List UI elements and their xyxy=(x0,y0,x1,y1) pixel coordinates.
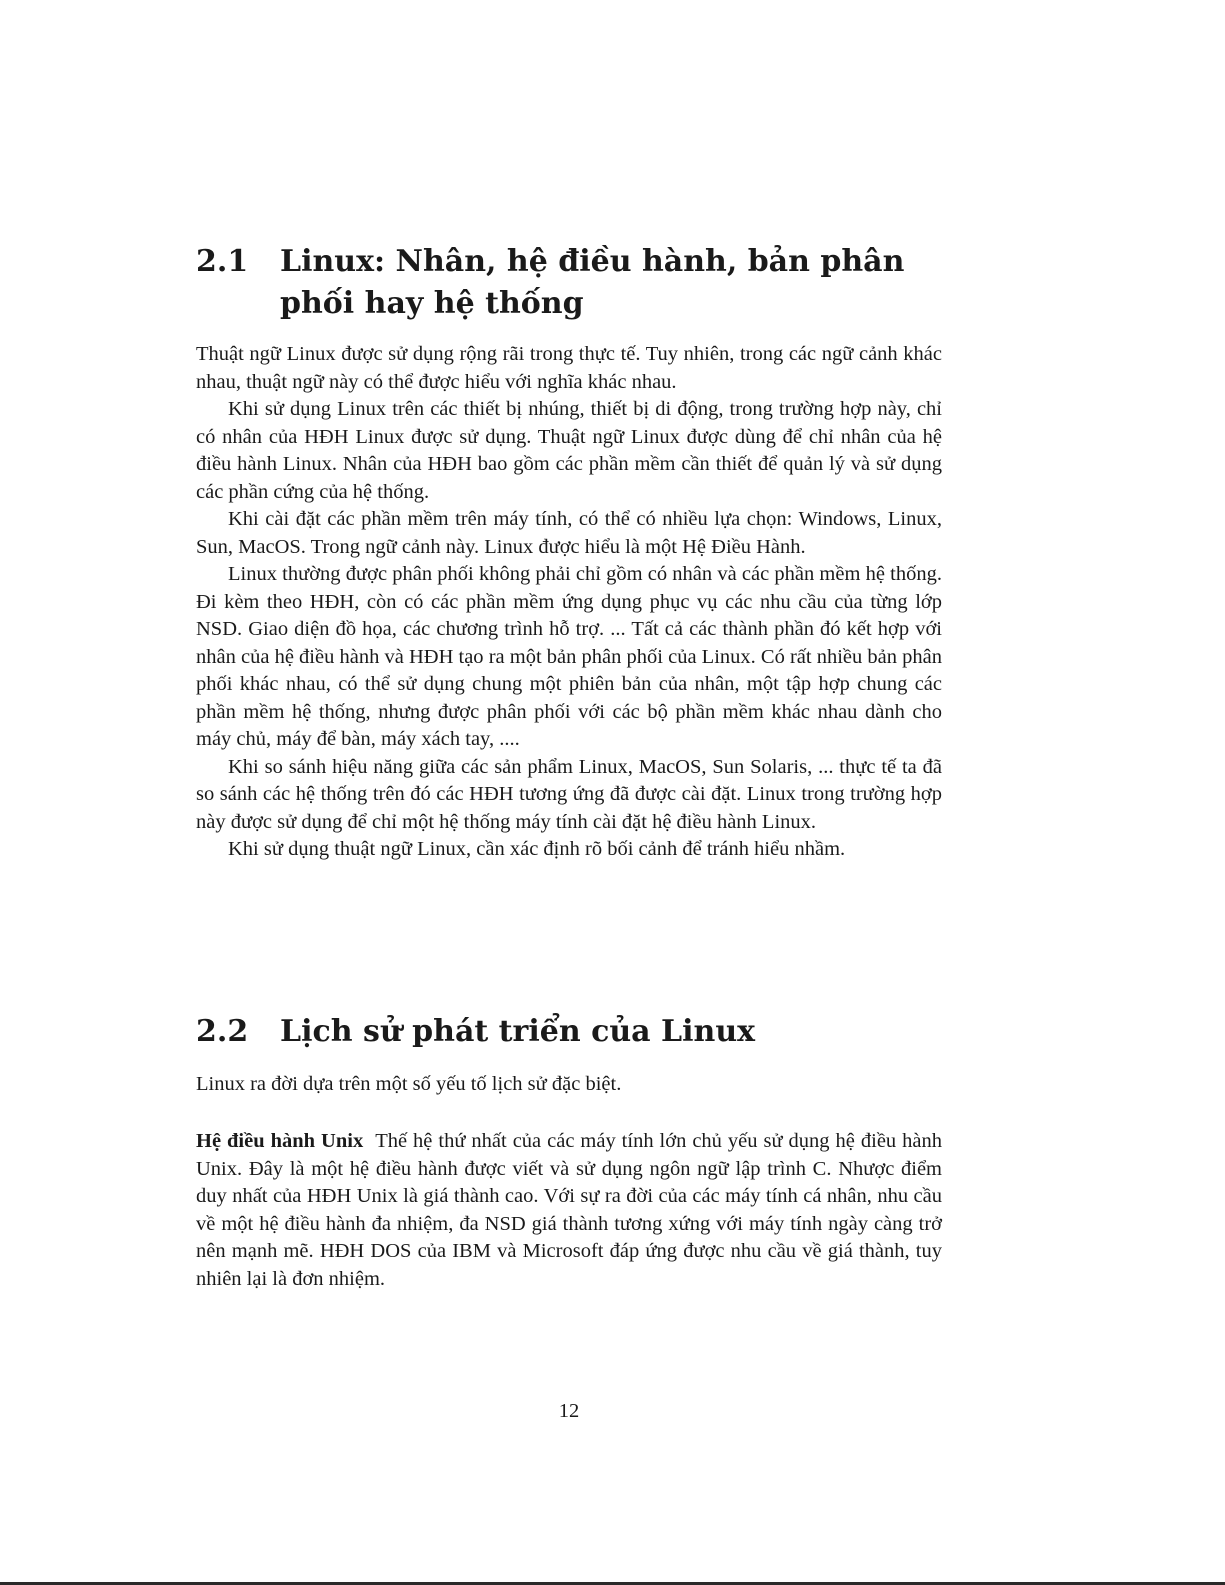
paragraph: Linux ra đời dựa trên một số yếu tố lịch sử đặc biệt. xyxy=(196,1073,622,1095)
unix-subsection xyxy=(196,1128,942,1293)
paragraph: Linux thường được phân phối không phải chỉ gồm có nhân và các phần mềm hệ thống. Đi kèm theo HĐH, còn có các phần mềm ứng dụng phục vụ các nhu cầu của từng lớp NSD. Giao diện đồ họa, các chương trình hỗ trợ. ... Tất cả các thành phần đó kết hợp với nhân của hệ điều hành và HĐH tạo ra một bản phân phối của Linux. Có rất nhiều bản phân phối khác nhau, có thể sử dụng chung một phiên bản của nhân, một tập hợp chung các phần mềm hệ thống, nhưng được phân phối với các bộ phần mềm khác nhau dành cho máy chủ, máy để bàn, máy xách tay, .... xyxy=(196,563,942,750)
document-page xyxy=(196,0,942,1585)
page-number: 12 xyxy=(558,1400,580,1422)
section-title: Linux: Nhân, hệ điều hành, bản phân phối hay hệ thống xyxy=(280,244,905,321)
section-number: 2.1 xyxy=(196,244,249,279)
run-in-text: Thế hệ thứ nhất của các máy tính lớn chủ yếu sử dụng hệ điều hành Unix. Đây là một hệ điều hành được viết và sử dụng ngôn ngữ lập trình C. Nhược điểm duy nhất của HĐH Unix là giá thành cao. Với sự ra đời của các máy tính cá nhân, nhu cầu về một hệ điều hành đa nhiệm, đa NSD giá thành tương xứng với máy tính ngày càng trở nên mạnh mẽ. HĐH DOS của IBM và Microsoft đáp ứng được nhu cầu về giá thành, tuy nhiên lại là đơn nhiệm. xyxy=(196,1130,942,1290)
section-title: Lịch sử phát triển của Linux xyxy=(280,1014,756,1049)
run-in-heading: Hệ điều hành Unix xyxy=(196,1130,364,1152)
section-2-2-intro xyxy=(196,1071,942,1099)
paragraph: Khi sử dụng thuật ngữ Linux, cần xác định rõ bối cảnh để tránh hiểu nhầm. xyxy=(228,838,846,860)
paragraph: Khi cài đặt các phần mềm trên máy tính, có thể có nhiều lựa chọn: Windows, Linux, Sun, MacOS. Trong ngữ cảnh này. Linux được hiểu là một Hệ Điều Hành. xyxy=(196,508,942,558)
paragraph: Khi sử dụng Linux trên các thiết bị nhúng, thiết bị di động, trong trường hợp này, chỉ có nhân của HĐH Linux được sử dụng. Thuật ngữ Linux được dùng để chỉ nhân của hệ điều hành Linux. Nhân của HĐH bao gồm các phần mềm cần thiết để quản lý và sử dụng các phần cứng của hệ thống. xyxy=(196,398,942,503)
paragraph: Thuật ngữ Linux được sử dụng rộng rãi trong thực tế. Tuy nhiên, trong các ngữ cảnh khác nhau, thuật ngữ này có thể được hiểu với nghĩa khác nhau. xyxy=(196,343,942,393)
section-2-1-body xyxy=(196,341,942,864)
paragraph: Khi so sánh hiệu năng giữa các sản phẩm Linux, MacOS, Sun Solaris, ... thực tế ta đã so sánh các hệ thống trên đó các HĐH tương ứng đã được cài đặt. Linux trong trường hợp này được sử dụng để chỉ một hệ thống máy tính cài đặt hệ điều hành Linux. xyxy=(196,755,942,833)
section-number: 2.2 xyxy=(196,1014,249,1049)
paragraph xyxy=(196,1128,942,1293)
